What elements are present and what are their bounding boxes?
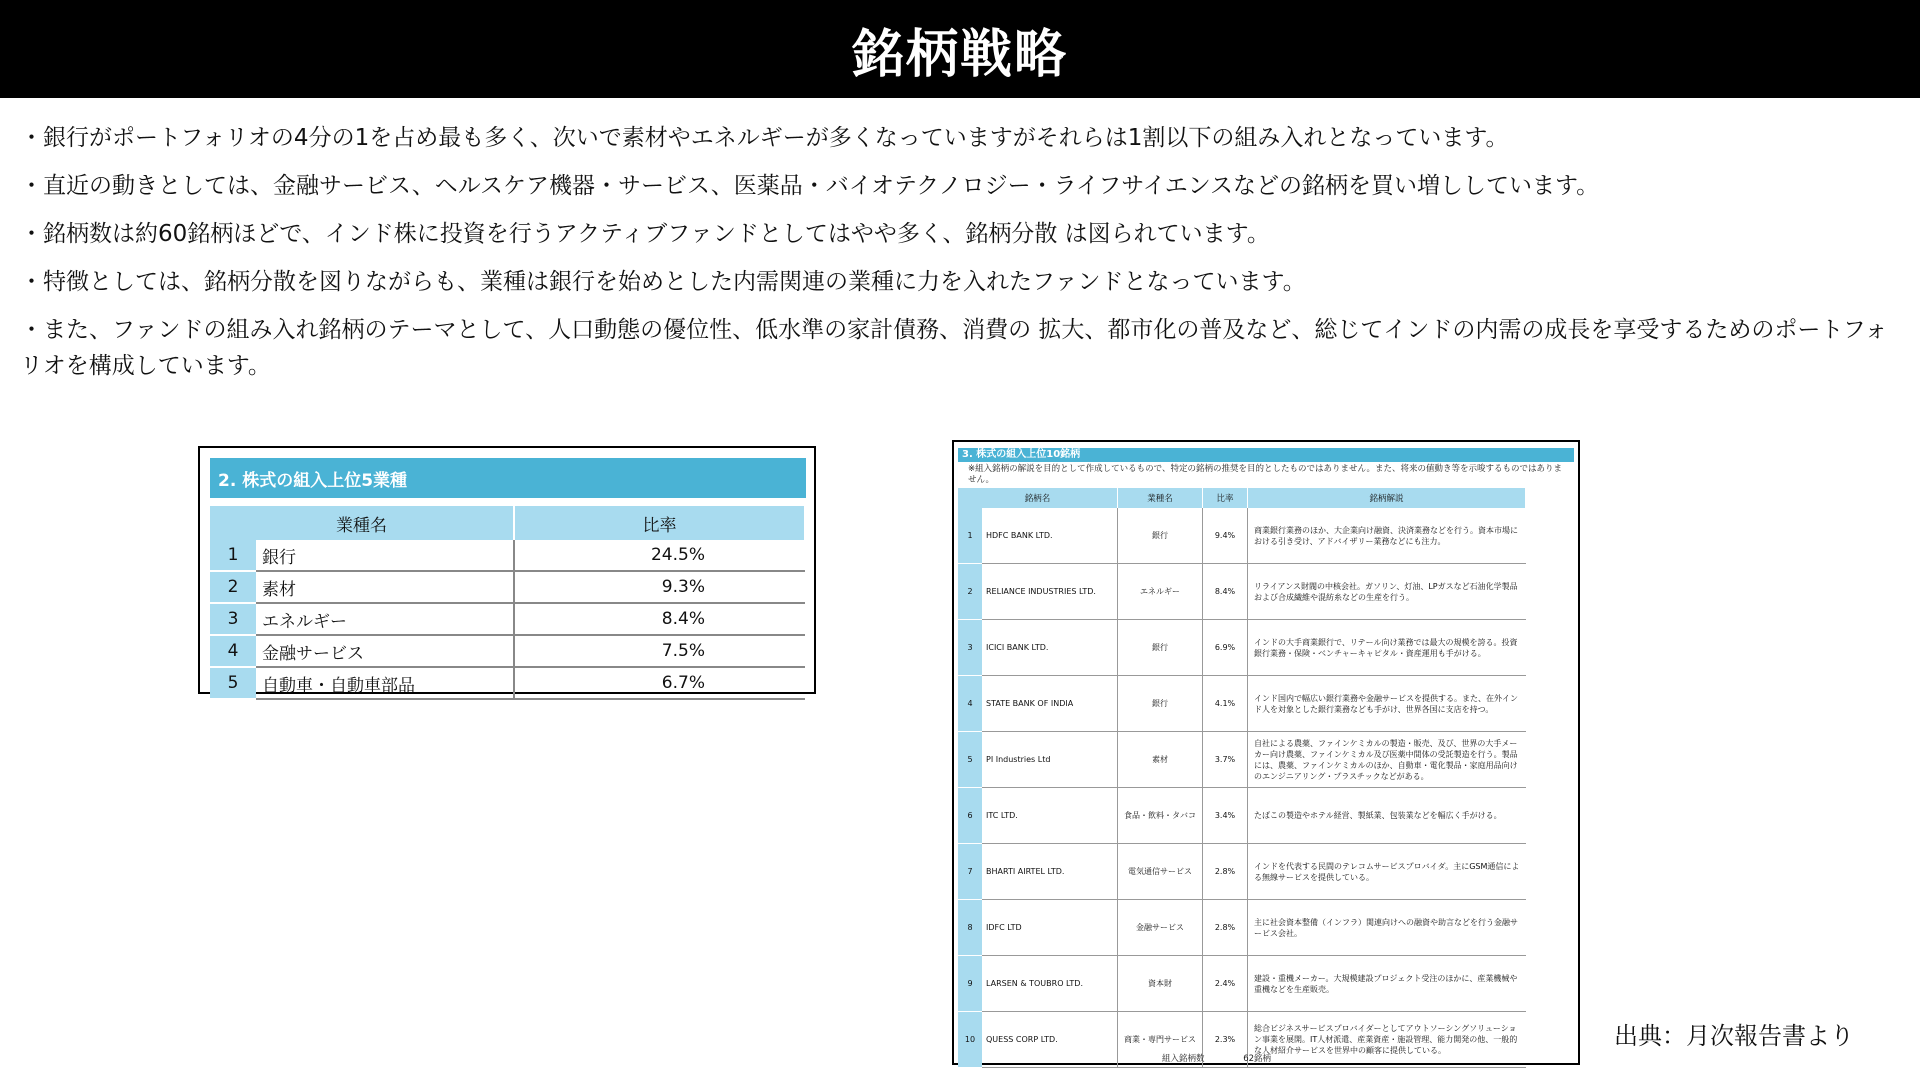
description-cell: 総合ビジネスサービスプロバイダーとしてアウトソーシングソリューション事業を展開。IT人材派遣、産業資産・施設管理、能力開発の他、一般的な人材紹介サービスを世界中の顧客に提供している。 [1248,1012,1526,1068]
industry-name-cell: 銀行 [256,540,514,571]
table-row [958,900,1526,956]
bullet-item: ・特徴としては、銘柄分散を図りながらも、業種は銀行を始めとした内需関連の業種に力を入れたファンドとなっています。 [20,269,1306,295]
ratio-cell: 8.4% [1203,564,1248,620]
description-cell: インドを代表する民間のテレコムサービスプロバイダ。主にGSM通信による無線サービスを提供している。 [1248,844,1526,900]
table-row [210,540,805,571]
table-row [958,956,1526,1012]
table-row [958,620,1526,676]
bullet-item: ・銀行がポートフォリオの4分の1を占め最も多く、次いで素材やエネルギーが多くなっていますがそれらは1割以下の組み入れとなっています。 [20,125,1509,151]
stock-name-cell: IDFC LTD [982,900,1118,956]
description-cell: リライアンス財閥の中核会社。ガソリン、灯油、LPガスなど石油化学製品および合成繊維や混紡糸などの生産を行う。 [1248,564,1526,620]
rank-cell: 1 [958,508,982,564]
ratio-cell: 6.7% [514,667,805,699]
industry-cell: エネルギー [1118,564,1203,620]
table-row [210,635,805,667]
ratio-cell: 3.4% [1203,788,1248,844]
industry-cell: 電気通信サービス [1118,844,1203,900]
holdings-count [1162,1052,1307,1064]
top-industries-table [198,446,816,694]
ratio-cell: 9.3% [514,571,805,603]
industry-name-cell: エネルギー [256,603,514,635]
description-cell: インドの大手商業銀行で、リテール向け業務では最大の規模を誇る。投資銀行業務・保険・ベンチャーキャピタル・資産運用も手がける。 [1248,620,1526,676]
industry-name-cell: 素材 [256,571,514,603]
description-cell: 商業銀行業務のほか、大企業向け融資、決済業務などを行う。資本市場における引き受け、アドバイザリー業務などにも注力。 [1248,508,1526,564]
rank-cell: 10 [958,1012,982,1068]
stock-name-cell: BHARTI AIRTEL LTD. [982,844,1118,900]
description-cell: インド国内で幅広い銀行業務や金融サービスを提供する。また、在外インド人を対象とした銀行業務なども手がけ、世界各国に支店を持つ。 [1248,676,1526,732]
rank-cell: 9 [958,956,982,1012]
description-cell: 自社による農薬、ファインケミカルの製造・販売、及び、世界の大手メーカー向け農薬、ファインケミカル及び医薬中間体の受託製造を行う。製品には、農薬、ファインケミカルのほか、自動車・電化製品・家庭用品向けのエンジニアリング・プラスチックなどがある。 [1248,732,1526,788]
holdings-count-label: 組入銘柄数 [1162,1054,1205,1064]
stock-name-cell: LARSEN & TOUBRO LTD. [982,956,1118,1012]
table-row [958,732,1526,788]
table-row [958,676,1526,732]
industry-cell: 銀行 [1118,676,1203,732]
stock-name-cell: ITC LTD. [982,788,1118,844]
title-bar [0,0,1920,98]
industry-cell: 銀行 [1118,508,1203,564]
stock-name-cell: STATE BANK OF INDIA [982,676,1118,732]
table-row [210,603,805,635]
top-stocks-heading: 3. 株式の組入上位10銘柄 [958,448,1574,462]
stocks-table [958,488,1526,1068]
top-stocks-table [952,440,1580,1065]
description-cell: たばこの製造やホテル経営、製紙業、包装業などを幅広く手がける。 [1248,788,1526,844]
rank-cell: 4 [210,635,256,667]
rank-cell: 3 [958,620,982,676]
bullet-item: ・銘柄数は約60銘柄ほどで、インド株に投資を行うアクティブファンドとしてはやや多く、銘柄分散 は図られています。 [20,221,1270,247]
rank-cell: 2 [210,571,256,603]
ratio-cell: 2.8% [1203,844,1248,900]
stock-name-cell: PI Industries Ltd [982,732,1118,788]
table-row [958,508,1526,564]
table-row [210,667,805,699]
bullet-item: ・直近の動きとしては、金融サービス、ヘルスケア機器・サービス、医薬品・バイオテクノロジー・ライフサイエンスなどの銘柄を買い増ししています。 [20,173,1600,199]
stock-name-cell: RELIANCE INDUSTRIES LTD. [982,564,1118,620]
rank-cell: 6 [958,788,982,844]
ratio-cell: 8.4% [514,603,805,635]
industries-table [210,506,806,700]
col-stock-name: 銘柄名 [958,488,1118,508]
page-title: 銘柄戦略 [851,24,1068,85]
ratio-cell: 3.7% [1203,732,1248,788]
description-cell: 主に社会資本整備（インフラ）関連向けへの融資や助言などを行う金融サービス会社。 [1248,900,1526,956]
rank-cell: 5 [958,732,982,788]
rank-cell: 8 [958,900,982,956]
industry-cell: 商業・専門サービス [1118,1012,1203,1068]
ratio-cell: 2.4% [1203,956,1248,1012]
table-row [210,571,805,603]
stock-name-cell: HDFC BANK LTD. [982,508,1118,564]
col-description: 銘柄解説 [1248,488,1526,508]
table-row [958,844,1526,900]
bullet-list [20,120,1900,396]
disclaimer-note: ※組入銘柄の解説を目的として作成しているもので、特定の銘柄の推奨を目的としたものではありません。また、将来の値動き等を示唆するものではありません。 [968,464,1562,485]
ratio-cell: 24.5% [514,540,805,571]
rank-cell: 3 [210,603,256,635]
rank-cell: 7 [958,844,982,900]
col-ratio: 比率 [514,506,805,540]
rank-cell: 2 [958,564,982,620]
ratio-cell: 7.5% [514,635,805,667]
col-industry-name: 業種名 [210,506,514,540]
ratio-cell: 2.3% [1203,1012,1248,1068]
table-row [958,564,1526,620]
rank-cell: 5 [210,667,256,699]
stock-name-cell: QUESS CORP LTD. [982,1012,1118,1068]
rank-cell: 1 [210,540,256,571]
ratio-cell: 6.9% [1203,620,1248,676]
rank-cell: 4 [958,676,982,732]
industry-cell: 銀行 [1118,620,1203,676]
ratio-cell: 4.1% [1203,676,1248,732]
ratio-cell: 9.4% [1203,508,1248,564]
bullet-item: ・また、ファンドの組み入れ銘柄のテーマとして、人口動態の優位性、低水準の家計債務、消費の 拡大、都市化の普及など、総じてインドの内需の成長を享受するためのポートフォリオを構成しています。 [20,317,1888,379]
industry-cell: 素材 [1118,732,1203,788]
top-industries-heading: 2. 株式の組入上位5業種 [210,458,806,498]
col-industry: 業種名 [1118,488,1203,508]
industry-name-cell: 自動車・自動車部品 [256,667,514,699]
ratio-cell: 2.8% [1203,900,1248,956]
industry-cell: 食品・飲料・タバコ [1118,788,1203,844]
industry-cell: 金融サービス [1118,900,1203,956]
description-cell: 建設・重機メーカー。大規模建設プロジェクト受注のほかに、産業機械や重機などを生産販売。 [1248,956,1526,1012]
table-row [958,788,1526,844]
col-ratio: 比率 [1203,488,1248,508]
industry-cell: 資本財 [1118,956,1203,1012]
stock-name-cell: ICICI BANK LTD. [982,620,1118,676]
industry-name-cell: 金融サービス [256,635,514,667]
source-note: 出典：月次報告書より [1614,1022,1854,1050]
holdings-count-value: 62銘柄 [1243,1054,1272,1064]
